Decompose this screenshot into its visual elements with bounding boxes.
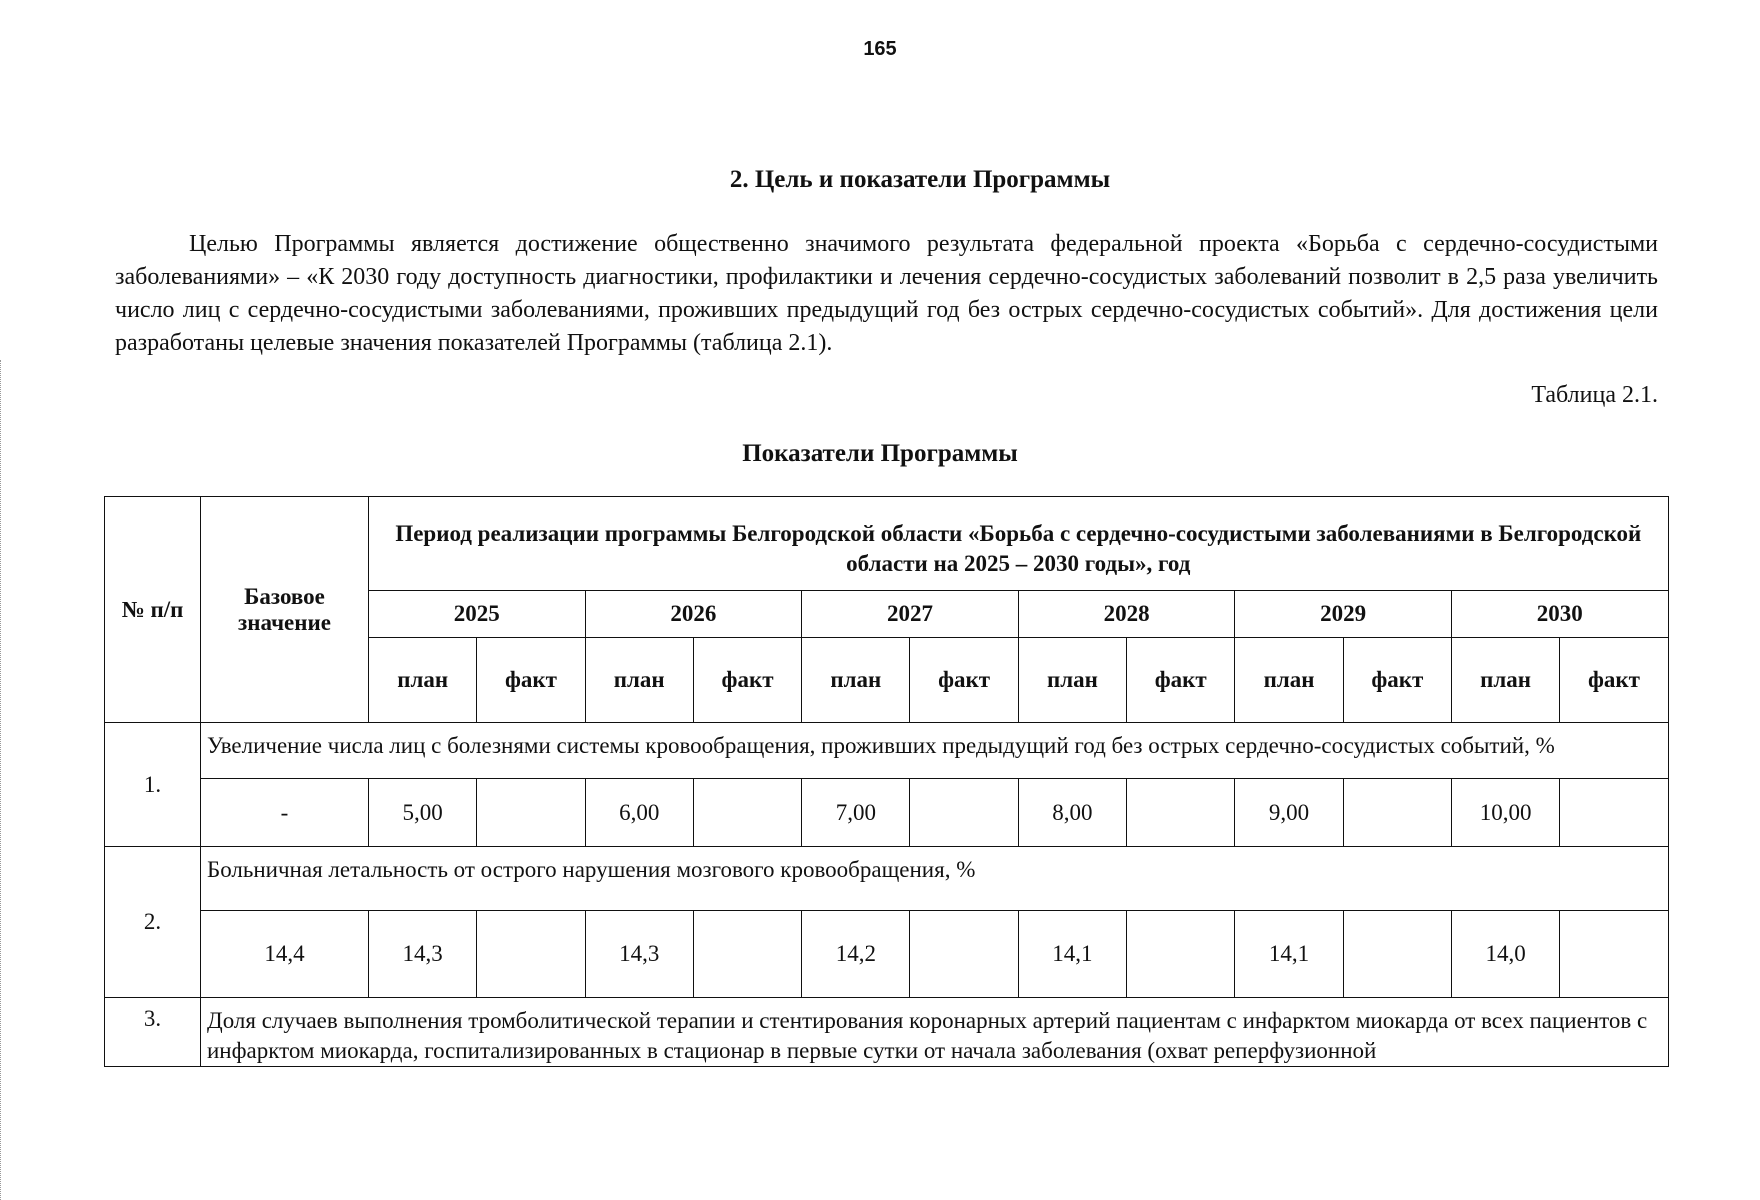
- plan-value: 14,1: [1235, 911, 1343, 998]
- fact-value: [693, 779, 801, 847]
- base-value: -: [201, 779, 369, 847]
- indicator-description: Доля случаев выполнения тромболитической терапии и стентирования коронарных артерий пациентам с инфарктом миокарда от всех пациентов с инфарктом миокарда, госпитализированных в стационар в первые сутки от начала заболевания (охват реперфузионной: [201, 998, 1669, 1067]
- plan-value: 14,0: [1451, 911, 1559, 998]
- col-base-header: Базовое значение: [201, 497, 369, 723]
- fact-value: [1127, 779, 1235, 847]
- plan-value: 8,00: [1018, 779, 1126, 847]
- plan-header: план: [585, 638, 693, 723]
- plan-value: 6,00: [585, 779, 693, 847]
- fact-header: факт: [693, 638, 801, 723]
- plan-header: план: [1235, 638, 1343, 723]
- fact-value: [477, 779, 585, 847]
- fact-value: [1343, 911, 1451, 998]
- year-header: 2028: [1018, 591, 1235, 638]
- plan-value: 10,00: [1451, 779, 1559, 847]
- table-row: [105, 847, 1669, 911]
- fact-value: [693, 911, 801, 998]
- plan-value: 14,1: [1018, 911, 1126, 998]
- plan-value: 9,00: [1235, 779, 1343, 847]
- year-header: 2029: [1235, 591, 1452, 638]
- row-number: 3.: [105, 998, 201, 1067]
- row-number: 2.: [105, 847, 201, 998]
- fact-header: факт: [1560, 638, 1668, 723]
- table-row: [105, 911, 1669, 998]
- plan-header: план: [1018, 638, 1126, 723]
- fact-header: факт: [910, 638, 1018, 723]
- year-header: 2025: [369, 591, 586, 638]
- plan-value: 14,3: [369, 911, 477, 998]
- fact-value: [910, 911, 1018, 998]
- indicator-description: Больничная летальность от острого нарушения мозгового кровообращения, %: [201, 847, 1669, 911]
- year-header: 2030: [1451, 591, 1668, 638]
- plan-value: 7,00: [802, 779, 910, 847]
- intro-paragraph: Целью Программы является достижение общественно значимого результата федеральной проекта «Борьба с сердечно-сосудистыми заболеваниями» – «К 2030 году доступность диагностики, профилактики и лечения сердечно-сосудистых заболеваний позволит в 2,5 раза увеличить число лиц с сердечно-сосудистыми заболеваниями, проживших предыдущий год без острых сердечно-сосудистых событий». Для достижения цели разработаны целевые значения показателей Программы (таблица 2.1).: [115, 231, 1658, 356]
- year-header: 2027: [802, 591, 1019, 638]
- fact-value: [910, 779, 1018, 847]
- plan-header: план: [1451, 638, 1559, 723]
- page-number: 165: [863, 38, 897, 60]
- plan-header: план: [802, 638, 910, 723]
- fact-value: [1560, 779, 1668, 847]
- table-label: Таблица 2.1.: [1531, 382, 1658, 408]
- table-row: [105, 723, 1669, 779]
- table-title: Показатели Программы: [742, 440, 1018, 467]
- base-value: 14,4: [201, 911, 369, 998]
- fact-value: [1560, 911, 1668, 998]
- plan-value: 14,3: [585, 911, 693, 998]
- fact-header: факт: [1343, 638, 1451, 723]
- year-header: 2026: [585, 591, 802, 638]
- row-number: 1.: [105, 723, 201, 847]
- table-row: [105, 998, 1669, 1067]
- fact-header: факт: [477, 638, 585, 723]
- fact-value: [1127, 911, 1235, 998]
- fact-value: [1343, 779, 1451, 847]
- plan-value: 14,2: [802, 911, 910, 998]
- section-title: 2. Цель и показатели Программы: [729, 166, 1111, 193]
- plan-header: план: [369, 638, 477, 723]
- indicators-table: [104, 496, 1669, 1067]
- period-header: Период реализации программы Белгородской области «Борьба с сердечно-сосудистыми заболеваниями в Белгородской области на 2025 – 2030 годы», год: [369, 497, 1669, 591]
- fact-value: [477, 911, 585, 998]
- indicator-description: Увеличение числа лиц с болезнями системы кровообращения, проживших предыдущий год без острых сердечно-сосудистых событий, %: [201, 723, 1669, 779]
- fact-header: факт: [1127, 638, 1235, 723]
- col-number-header: № п/п: [105, 497, 201, 723]
- scan-edge: [0, 360, 3, 1200]
- plan-value: 5,00: [369, 779, 477, 847]
- table-row: [105, 779, 1669, 847]
